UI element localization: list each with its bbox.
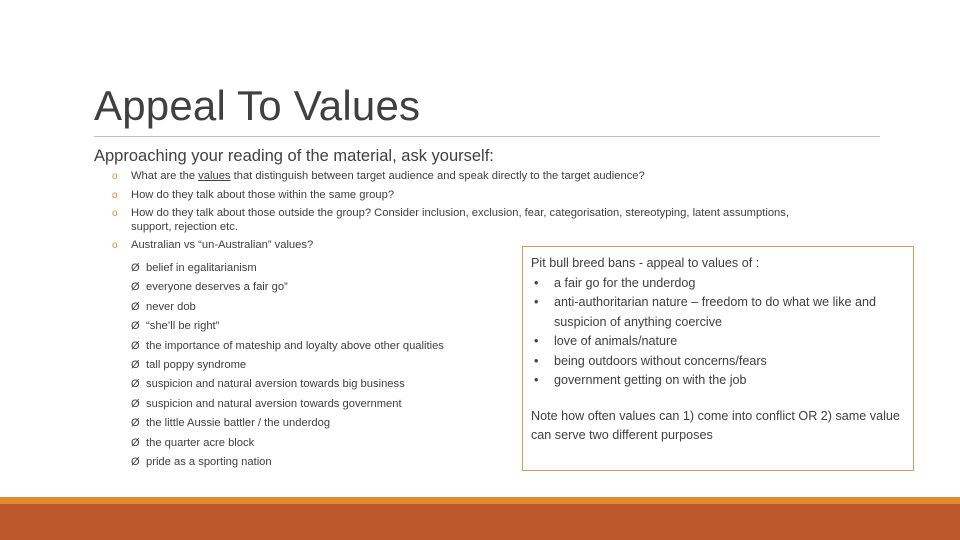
value-text: suspicion and natural aversion towards big business	[146, 378, 405, 391]
arrow-bullet-icon: Ø	[131, 436, 140, 449]
pit-bull-callout-box	[522, 246, 914, 471]
callout-list	[531, 274, 903, 390]
list-item	[131, 434, 444, 453]
footer-accent-stripe	[0, 497, 960, 504]
value-text: the little Aussie battler / the underdog	[146, 417, 331, 430]
title-divider	[94, 136, 880, 137]
value-text: the quarter acre block	[146, 436, 255, 449]
arrow-bullet-icon: Ø	[131, 339, 140, 352]
question-item	[112, 207, 832, 233]
arrow-bullet-icon: Ø	[131, 417, 140, 430]
callout-item-text: government getting on with the job	[554, 373, 747, 388]
arrow-bullet-icon: Ø	[131, 281, 140, 294]
list-item	[131, 278, 444, 297]
value-text: pride as a sporting nation	[146, 455, 272, 468]
dot-bullet-icon: •	[534, 295, 539, 310]
list-item	[531, 371, 903, 390]
callout-item-text: anti-authoritarian nature – freedom to do what we like and suspicion of anything coercive	[554, 295, 877, 329]
question-item	[112, 189, 832, 202]
question-text-pre: What are the	[131, 170, 199, 182]
arrow-bullet-icon: Ø	[131, 320, 140, 333]
arrow-bullet-icon: Ø	[131, 378, 140, 391]
arrow-bullet-icon: Ø	[131, 397, 140, 410]
dot-bullet-icon: •	[534, 353, 539, 368]
underlined-values-word: values	[198, 170, 231, 182]
list-item	[131, 259, 444, 278]
circle-bullet-icon: o	[112, 171, 118, 182]
value-text: belief in egalitarianism	[146, 262, 257, 274]
dot-bullet-icon: •	[534, 334, 539, 349]
list-item	[531, 352, 903, 371]
dot-bullet-icon: •	[534, 373, 539, 388]
list-item	[531, 293, 903, 332]
list-item	[131, 395, 444, 414]
value-text: “she’ll be right”	[146, 320, 220, 333]
footer-bar	[0, 504, 960, 540]
list-item	[131, 337, 444, 356]
callout-item-text: being outdoors without concerns/fears	[554, 353, 767, 368]
arrow-bullet-icon: Ø	[131, 358, 140, 371]
question-list	[112, 170, 832, 258]
callout-item-text: love of animals/nature	[554, 334, 678, 349]
callout-item-text: a fair go for the underdog	[554, 276, 696, 290]
list-item	[131, 453, 444, 472]
question-text: Australian vs “un-Australian” values?	[131, 239, 314, 252]
list-item	[131, 298, 444, 317]
question-text-post: that distinguish between target audience and speak directly to the target audience?	[230, 170, 645, 182]
australian-values-list	[131, 259, 444, 472]
value-text: the importance of mateship and loyalty above other qualities	[146, 339, 444, 352]
question-text: How do they talk about those within the same group?	[131, 188, 395, 201]
list-item	[131, 375, 444, 394]
list-item	[131, 414, 444, 433]
arrow-bullet-icon: Ø	[131, 262, 140, 274]
circle-bullet-icon: o	[112, 208, 118, 220]
question-item	[112, 170, 832, 183]
callout-heading: Pit bull breed bans - appeal to values of :	[531, 256, 760, 270]
callout-note: Note how often values can 1) come into conflict OR 2) same value can serve two different purposes	[531, 409, 900, 443]
arrow-bullet-icon: Ø	[131, 300, 140, 313]
circle-bullet-icon: o	[112, 189, 118, 201]
list-item	[131, 317, 444, 336]
list-item	[531, 274, 903, 293]
list-item	[131, 356, 444, 375]
value-text: suspicion and natural aversion towards government	[146, 397, 402, 410]
list-item	[531, 332, 903, 351]
value-text: tall poppy syndrome	[146, 358, 247, 371]
value-text: never dob	[146, 300, 196, 313]
value-text: everyone deserves a fair go”	[146, 281, 288, 294]
slide-title: Appeal To Values	[94, 82, 421, 129]
slide-subtitle: Approaching your reading of the material, ask yourself:	[94, 147, 494, 165]
question-text: How do they talk about those outside the group? Consider inclusion, exclusion, fear, categorisation, stereotyping, latent assumptions, support, rejection etc.	[131, 207, 789, 233]
arrow-bullet-icon: Ø	[131, 455, 140, 468]
dot-bullet-icon: •	[534, 276, 539, 290]
circle-bullet-icon: o	[112, 240, 118, 252]
